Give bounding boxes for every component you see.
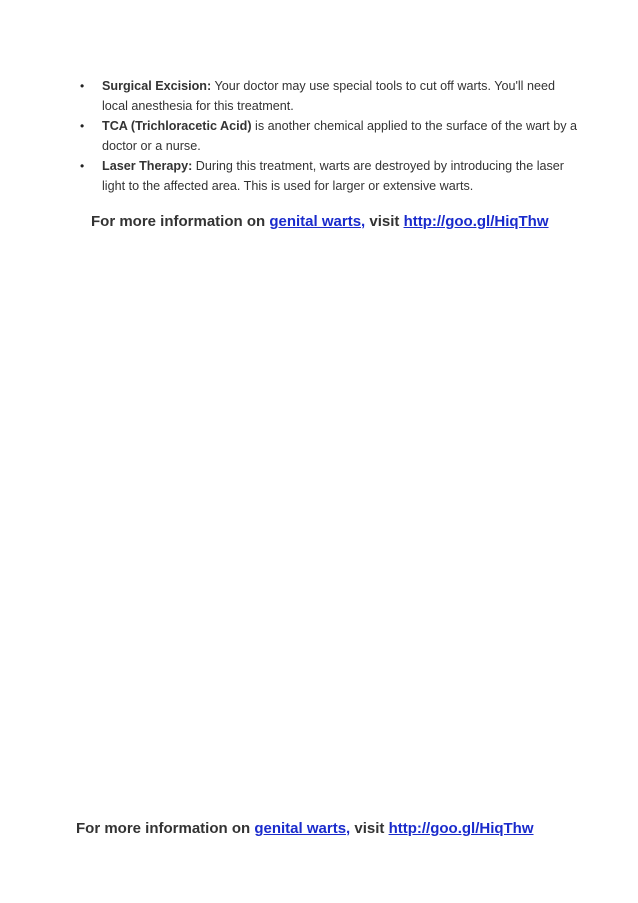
genital-warts-link[interactable]: genital warts, xyxy=(269,213,366,230)
bullet-icon: • xyxy=(80,159,85,173)
treatment-term: TCA (Trichloracetic Acid) xyxy=(102,119,252,133)
treatment-list xyxy=(80,76,580,196)
more-info-line-top xyxy=(91,212,549,232)
treatment-description: is another chemical applied to the surface of the wart by a doctor or a nurse. xyxy=(102,119,578,153)
more-info-prefix: For more information on xyxy=(91,213,270,230)
list-item-laser-therapy xyxy=(80,156,580,196)
treatment-term: Surgical Excision: xyxy=(102,79,212,93)
list-item-surgical-excision xyxy=(80,76,580,116)
more-info-line-footer xyxy=(76,819,534,839)
more-info-prefix: For more information on xyxy=(76,820,255,837)
bullet-icon: • xyxy=(80,119,85,133)
url-link[interactable]: http://goo.gl/HiqThw xyxy=(403,213,549,230)
bullet-icon: • xyxy=(80,79,85,93)
list-item-tca xyxy=(80,116,580,156)
treatment-description: During this treatment, warts are destroyed by introducing the laser light to the affected area. This is used for larger or extensive warts. xyxy=(102,159,564,193)
treatment-description: Your doctor may use special tools to cut off warts. You'll need local anesthesia for this treatment. xyxy=(102,79,555,113)
more-info-middle: visit xyxy=(365,213,404,230)
genital-warts-link[interactable]: genital warts, xyxy=(254,820,351,837)
url-link[interactable]: http://goo.gl/HiqThw xyxy=(388,820,534,837)
treatment-term: Laser Therapy: xyxy=(102,159,193,173)
more-info-middle: visit xyxy=(350,820,389,837)
